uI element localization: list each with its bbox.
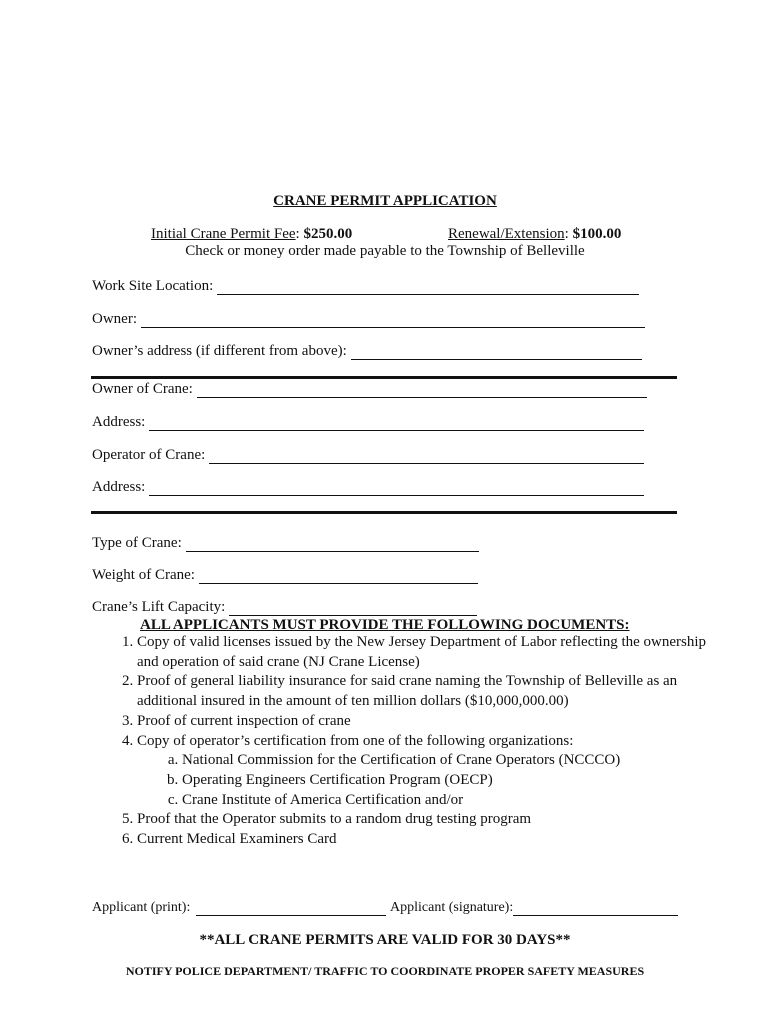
initial-fee-amount: $250.00 (303, 226, 353, 242)
applicant-print-field[interactable] (92, 900, 386, 916)
owner-address-field[interactable] (92, 343, 642, 360)
weight-field[interactable] (92, 567, 478, 584)
owner-of-crane-label: Owner of Crane: (92, 381, 193, 397)
org-item: a. National Commission for the Certification of Crane Operators (NCCCO) (182, 751, 717, 771)
lift-capacity-input-line[interactable] (229, 600, 477, 616)
owner-input-line[interactable] (141, 312, 645, 328)
address-label: Address: (92, 414, 146, 430)
applicant-print-label: Applicant (print): (92, 900, 191, 915)
owner-field[interactable] (92, 311, 645, 328)
list-item: 5. Proof that the Operator submits to a random drug testing program (137, 810, 717, 830)
renewal-fee-amount: $100.00 (572, 226, 622, 242)
list-item: 6. Current Medical Examiners Card (137, 830, 717, 850)
operator-field[interactable] (92, 447, 644, 464)
notify-notice: NOTIFY POLICE DEPARTMENT/ TRAFFIC TO COORDINATE PROPER SAFETY MEASURES (125, 964, 645, 978)
list-item-text: Copy of operator’s certification from one of the following organizations: (137, 732, 574, 749)
lift-capacity-field[interactable] (92, 599, 477, 616)
owner-of-crane-input-line[interactable] (197, 382, 647, 398)
section-divider (91, 376, 677, 379)
operator-address-label: Address: (92, 479, 146, 495)
list-item (137, 732, 717, 811)
documents-list (92, 633, 717, 850)
weight-label: Weight of Crane: (92, 567, 195, 583)
owner-label: Owner: (92, 311, 137, 327)
applicant-signature-input-line[interactable] (513, 901, 678, 916)
list-item: 1. Copy of valid licenses issued by the New Jersey Department of Labor reflecting the ownership and operation of said crane (NJ Crane License) (137, 633, 717, 672)
operator-address-field[interactable] (92, 479, 644, 496)
renewal-fee: Renewal/Extension: $100.00 (448, 226, 622, 242)
page-title: CRANE PERMIT APPLICATION (273, 193, 497, 209)
initial-fee: Initial Crane Permit Fee: $250.00 (151, 226, 353, 242)
address-field[interactable] (92, 414, 644, 431)
owner-address-input-line[interactable] (351, 344, 642, 360)
applicant-signature-field[interactable] (390, 900, 678, 916)
org-item: c. Crane Institute of America Certification and/or (182, 791, 717, 811)
renewal-fee-label: Renewal/Extension (448, 226, 565, 242)
operator-label: Operator of Crane: (92, 447, 206, 463)
type-input-line[interactable] (186, 536, 479, 552)
applicant-signature-label: Applicant (signature): (390, 900, 514, 915)
operator-address-input-line[interactable] (149, 480, 644, 496)
type-label: Type of Crane: (92, 535, 182, 551)
address-input-line[interactable] (149, 415, 644, 431)
weight-input-line[interactable] (199, 568, 478, 584)
list-item: 3. Proof of current inspection of crane (137, 712, 717, 732)
lift-capacity-label: Crane’s Lift Capacity: (92, 599, 226, 615)
operator-input-line[interactable] (209, 448, 644, 464)
work-site-label: Work Site Location: (92, 278, 214, 294)
applicant-print-input-line[interactable] (196, 901, 386, 916)
validity-notice: **ALL CRANE PERMITS ARE VALID FOR 30 DAYS** (199, 932, 571, 948)
work-site-field[interactable] (92, 278, 639, 295)
owner-address-label: Owner’s address (if different from above): (92, 343, 347, 359)
type-field[interactable] (92, 535, 479, 552)
section-divider (91, 511, 677, 514)
org-item: b. Operating Engineers Certification Program (OECP) (182, 771, 717, 791)
initial-fee-label: Initial Crane Permit Fee (151, 226, 296, 242)
owner-of-crane-field[interactable] (92, 381, 647, 398)
work-site-input-line[interactable] (217, 279, 639, 295)
payable-note: Check or money order made payable to the Township of Belleville (185, 243, 585, 259)
organizations-list (137, 751, 717, 810)
documents-heading: ALL APPLICANTS MUST PROVIDE THE FOLLOWING DOCUMENTS: (140, 617, 630, 633)
list-item: 2. Proof of general liability insurance for said crane naming the Township of Belleville as an additional insured in the amount of ten million dollars ($10,000,000.00) (137, 672, 717, 711)
